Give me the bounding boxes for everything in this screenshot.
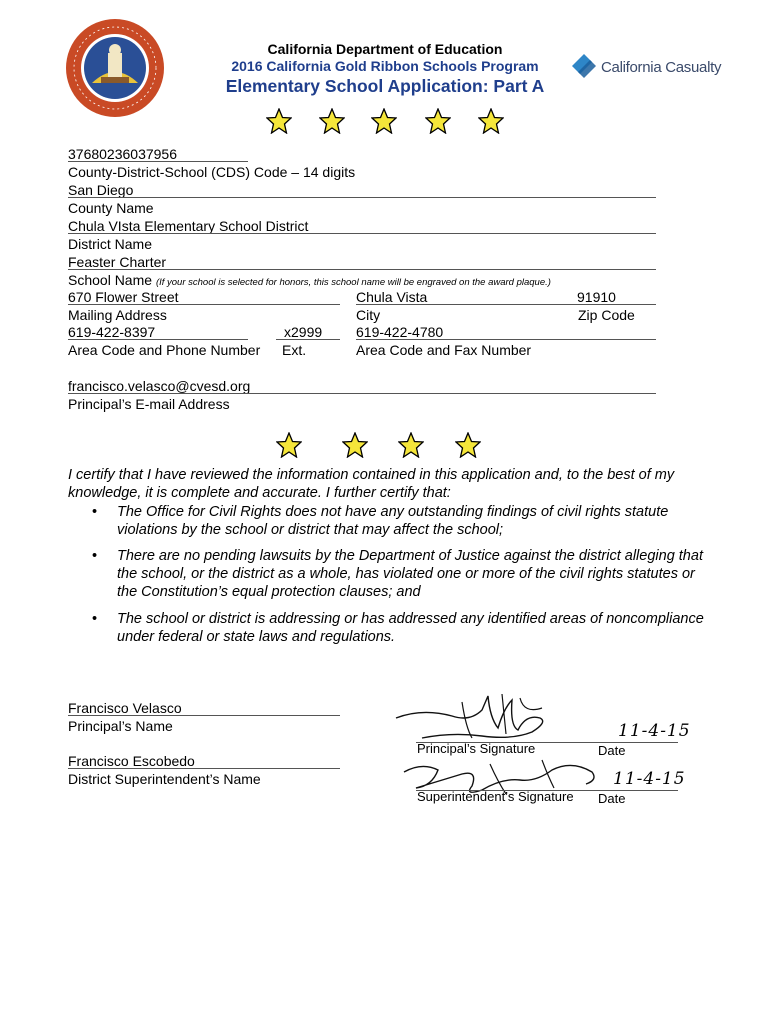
cds-code-label: County-District-School (CDS) Code – 14 digits (68, 164, 356, 180)
address-value: 670 Flower Street (68, 289, 179, 305)
principal-name-label: Principal’s Name (68, 718, 173, 734)
certification-item-text: There are no pending lawsuits by the Department of Justice against the district alleging that the school, or the district as a whole, has violated one or more of the civil rights statutes or the Constitution’s equal protection clauses; and (117, 548, 703, 600)
cde-seal-logo (64, 17, 166, 119)
certification-item (92, 547, 712, 601)
fax-label: Area Code and Fax Number (356, 342, 532, 358)
city-label: City (356, 307, 381, 323)
school-label-note: (If your school is selected for honors, this school name will be engraved on the award plaque.) (155, 277, 551, 288)
ext-label: Ext. (282, 342, 307, 358)
star-icon (425, 108, 451, 134)
bullet-glyph: • (92, 611, 98, 627)
district-value: Chula VIsta Elementary School District (68, 218, 309, 234)
email-label: Principal’s E-mail Address (68, 396, 230, 412)
star-icon (266, 108, 292, 134)
superintendent-name-value: Francisco Escobedo (68, 753, 195, 769)
cds-code-value: 37680236037956 (68, 146, 178, 162)
principal-signature-label: Principal’s Signature (417, 741, 536, 756)
certification-item (92, 610, 712, 646)
zip-value: 91910 (577, 289, 616, 305)
star-icon (276, 432, 302, 458)
zip-label: Zip Code (578, 307, 635, 323)
county-label: County Name (68, 200, 154, 216)
star-icon (371, 108, 397, 134)
sponsor-emblem-icon (570, 52, 598, 82)
bullet-glyph: • (92, 504, 98, 520)
principal-name-value: Francisco Velasco (68, 700, 182, 716)
ext-value: x2999 (284, 324, 323, 340)
principal-signature-date: 11-4-15 (618, 721, 691, 741)
certification-item-text: The Office for Civil Rights does not have any outstanding findings of civil rights statute violations by the school or district that may affect the school; (117, 504, 669, 538)
district-label: District Name (68, 236, 153, 252)
org-name: California Department of Education (267, 41, 503, 57)
star-icon (342, 432, 368, 458)
certification-intro: I certify that I have reviewed the information contained in this application and, to the best of my knowledge, it is complete and accurate. I further certify that: (68, 467, 675, 501)
star-icon (398, 432, 424, 458)
superintendent-signature-date: 11-4-15 (613, 769, 686, 789)
sponsor-name: California Casualty (601, 59, 722, 76)
school-value: Feaster Charter (68, 254, 167, 270)
address-label: Mailing Address (68, 307, 167, 323)
star-icon (319, 108, 345, 134)
certification-item (92, 503, 712, 539)
bullet-glyph: • (92, 548, 98, 564)
school-label-text: School Name (68, 272, 153, 288)
city-value: Chula Vista (356, 289, 428, 305)
star-icon (478, 108, 504, 134)
email-value: francisco.velasco@cvesd.org (68, 378, 251, 394)
phone-label: Area Code and Phone Number (68, 342, 261, 358)
county-value: San Diego (68, 182, 134, 198)
page-title: Elementary School Application: Part A (225, 76, 545, 96)
superintendent-signature-label: Superintendent’s Signature (417, 789, 574, 804)
program-name: 2016 California Gold Ribbon Schools Program (231, 58, 539, 74)
certification-item-text: The school or district is addressing or has addressed any identified areas of noncompliance under federal or state laws and regulations. (117, 611, 704, 645)
principal-date-label: Date (598, 743, 626, 758)
star-icon (455, 432, 481, 458)
phone-value: 619-422-8397 (68, 324, 156, 340)
superintendent-name-label: District Superintendent’s Name (68, 771, 261, 787)
superintendent-date-label: Date (598, 791, 626, 806)
fax-value: 619-422-4780 (356, 324, 444, 340)
